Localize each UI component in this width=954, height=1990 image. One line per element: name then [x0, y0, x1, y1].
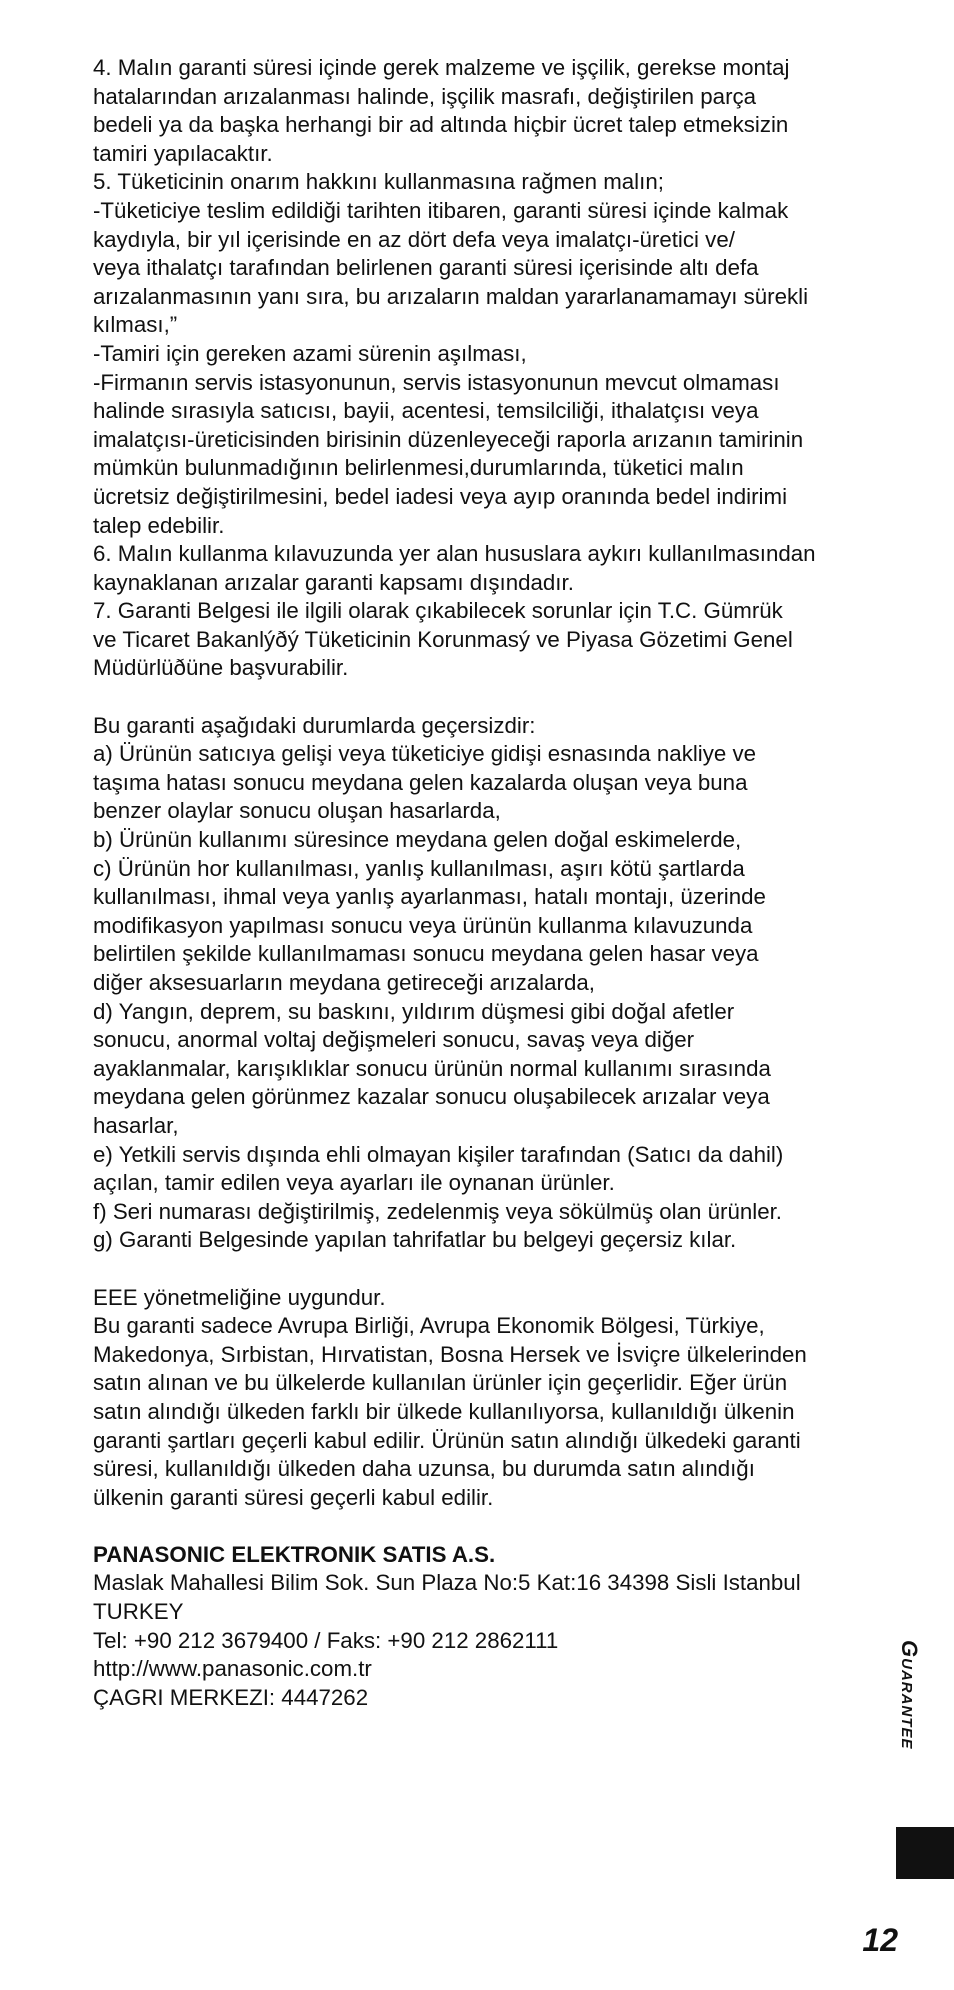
text-line: süresi, kullanıldığı ülkeden daha uzunsa, bu durumda satın alındığı	[93, 1456, 755, 1482]
text-line: benzer olaylar sonucu oluşan hasarlarda,	[93, 798, 501, 824]
text-line: Maslak Mahallesi Bilim Sok. Sun Plaza No:5 Kat:16 34398 Sisli Istanbul	[93, 1570, 801, 1596]
text-line: halinde sırasıyla satıcısı, bayii, acentesi, temsilciliği, ithalatçısı veya	[93, 398, 759, 424]
text-line: belirtilen şekilde kullanılmaması sonucu meydana gelen hasar veya	[93, 941, 759, 967]
warranty-exclusions-section	[93, 712, 893, 1255]
guarantee-side-tab-marker	[896, 1827, 954, 1879]
text-line: c) Ürünün hor kullanılması, yanlış kullanılması, aşırı kötü şartlarda	[93, 855, 745, 881]
text-line: 6. Malın kullanma kılavuzunda yer alan hususlara aykırı kullanılmasından	[93, 541, 816, 567]
text-line: TURKEY	[93, 1599, 184, 1625]
warranty-terms-section	[93, 54, 893, 683]
text-line: f) Seri numarası değiştirilmiş, zedelenmiş veya sökülmüş olan ürünler.	[93, 1198, 783, 1224]
text-line: taşıma hatası sonucu meydana gelen kazalarda oluşan veya buna	[93, 769, 748, 795]
text-line: ÇAGRI MERKEZI: 4447262	[93, 1684, 369, 1710]
text-line: a) Ürünün satıcıya gelişi veya tüketiciye gidişi esnasında nakliye ve	[93, 741, 757, 767]
text-line: veya ithalatçı tarafından belirlenen garanti süresi içerisinde altı defa	[93, 255, 759, 281]
text-line: hatalarından arızalanması halinde, işçilik masrafı, değiştirilen parça	[93, 83, 757, 109]
text-line: Bu garanti aşağıdaki durumlarda geçersizdir:	[93, 712, 536, 738]
paragraph-spacer	[93, 1255, 893, 1284]
guarantee-side-tab-label: Guarantee	[897, 1640, 922, 1750]
text-line: kaynaklanan arızalar garanti kapsamı dışındadır.	[93, 569, 574, 595]
text-line: 4. Malın garanti süresi içinde gerek malzeme ve işçilik, gerekse montaj	[93, 55, 790, 80]
text-line: -Tamiri için gereken azami sürenin aşılması,	[93, 340, 527, 366]
text-line: tamiri yapılacaktır.	[93, 140, 273, 166]
page-number: 12	[862, 1922, 898, 1958]
text-line: Müdürlüðüne başvurabilir.	[93, 655, 349, 681]
paragraph-spacer	[93, 683, 893, 712]
text-line: ayaklanmalar, karışıklıklar sonucu ürünün normal kullanımı sırasında	[93, 1055, 771, 1081]
text-line: EEE yönetmeliğine uygundur.	[93, 1284, 386, 1310]
text-line: kılması,”	[93, 312, 178, 338]
text-line: b) Ürünün kullanımı süresince meydana gelen doğal eskimelerde,	[93, 827, 742, 853]
text-line: kullanılması, ihmal veya yanlış ayarlanması, hatalı montajı, üzerinde	[93, 884, 766, 910]
text-line: Tel: +90 212 3679400 / Faks: +90 212 2862111	[93, 1627, 559, 1653]
document-body	[93, 54, 893, 1712]
company-address-lines	[93, 1569, 893, 1712]
text-line: ülkenin garanti süresi geçerli kabul edilir.	[93, 1484, 494, 1510]
text-line: açılan, tamir edilen veya ayarları ile oynanan ürünler.	[93, 1170, 615, 1196]
text-line: satın alınan ve bu ülkelerde kullanılan ürünler için geçerlidir. Eğer ürün	[93, 1370, 788, 1396]
text-line: sonucu, anormal voltaj değişmeleri sonucu, savaş veya diğer	[93, 1027, 695, 1053]
text-line: d) Yangın, deprem, su baskını, yıldırım düşmesi gibi doğal afetler	[93, 998, 735, 1024]
text-line: satın alındığı ülkeden farklı bir ülkede kullanılıyorsa, kullanıldığı ülkenin	[93, 1398, 795, 1424]
text-line: diğer aksesuarların meydana getireceği arızalarda,	[93, 970, 595, 995]
company-contact-block	[93, 1541, 893, 1713]
text-line: hasarlar,	[93, 1112, 179, 1138]
text-line: modifikasyon yapılması sonucu veya ürünün kullanma kılavuzunda	[93, 912, 753, 938]
text-line: ücretsiz değiştirilmesini, bedel iadesi veya ayıp oranında bedel indirimi	[93, 483, 788, 509]
text-line: 5. Tüketicinin onarım hakkını kullanmasına rağmen malın;	[93, 169, 664, 195]
text-line: -Firmanın servis istasyonunun, servis istasyonunun mevcut olmaması	[93, 369, 780, 395]
text-line: arızalanmasının yanı sıra, bu arızaların maldan yararlanamamayı sürekli	[93, 283, 809, 309]
text-line: garanti şartları geçerli kabul edilir. Ürünün satın alındığı ülkedeki garanti	[93, 1427, 801, 1453]
text-line: mümkün bulunmadığının belirlenmesi,durumlarında, tüketici malın	[93, 455, 744, 481]
text-line: Bu garanti sadece Avrupa Birliği, Avrupa Ekonomik Bölgesi, Türkiye,	[93, 1313, 765, 1339]
company-name: PANASONIC ELEKTRONIK SATIS A.S.	[93, 1541, 496, 1567]
text-line: talep edebilir.	[93, 512, 225, 538]
warranty-scope-section	[93, 1284, 893, 1513]
paragraph-spacer	[93, 1512, 893, 1541]
text-line: imalatçısı-üreticisinden birisinin düzenleyeceği raporla arızanın tamirinin	[93, 426, 804, 452]
text-line: e) Yetkili servis dışında ehli olmayan kişiler tarafından (Satıcı da dahil)	[93, 1141, 784, 1167]
text-line: ve Ticaret Bakanlýðý Tüketicinin Korunmasý ve Piyasa Gözetimi Genel	[93, 626, 793, 652]
text-line: bedeli ya da başka herhangi bir ad altında hiçbir ücret talep etmeksizin	[93, 112, 789, 138]
text-line: -Tüketiciye teslim edildiği tarihten itibaren, garanti süresi içinde kalmak	[93, 197, 789, 223]
text-line: Makedonya, Sırbistan, Hırvatistan, Bosna Hersek ve İsviçre ülkelerinden	[93, 1341, 807, 1367]
text-line: http://www.panasonic.com.tr	[93, 1656, 372, 1682]
text-line: g) Garanti Belgesinde yapılan tahrifatlar bu belgeyi geçersiz kılar.	[93, 1227, 737, 1253]
text-line: 7. Garanti Belgesi ile ilgili olarak çıkabilecek sorunlar için T.C. Gümrük	[93, 598, 783, 624]
text-line: kaydıyla, bir yıl içerisinde en az dört defa veya imalatçı-üretici ve/	[93, 226, 735, 252]
text-line: meydana gelen görünmez kazalar sonucu oluşabilecek arızalar veya	[93, 1084, 770, 1110]
